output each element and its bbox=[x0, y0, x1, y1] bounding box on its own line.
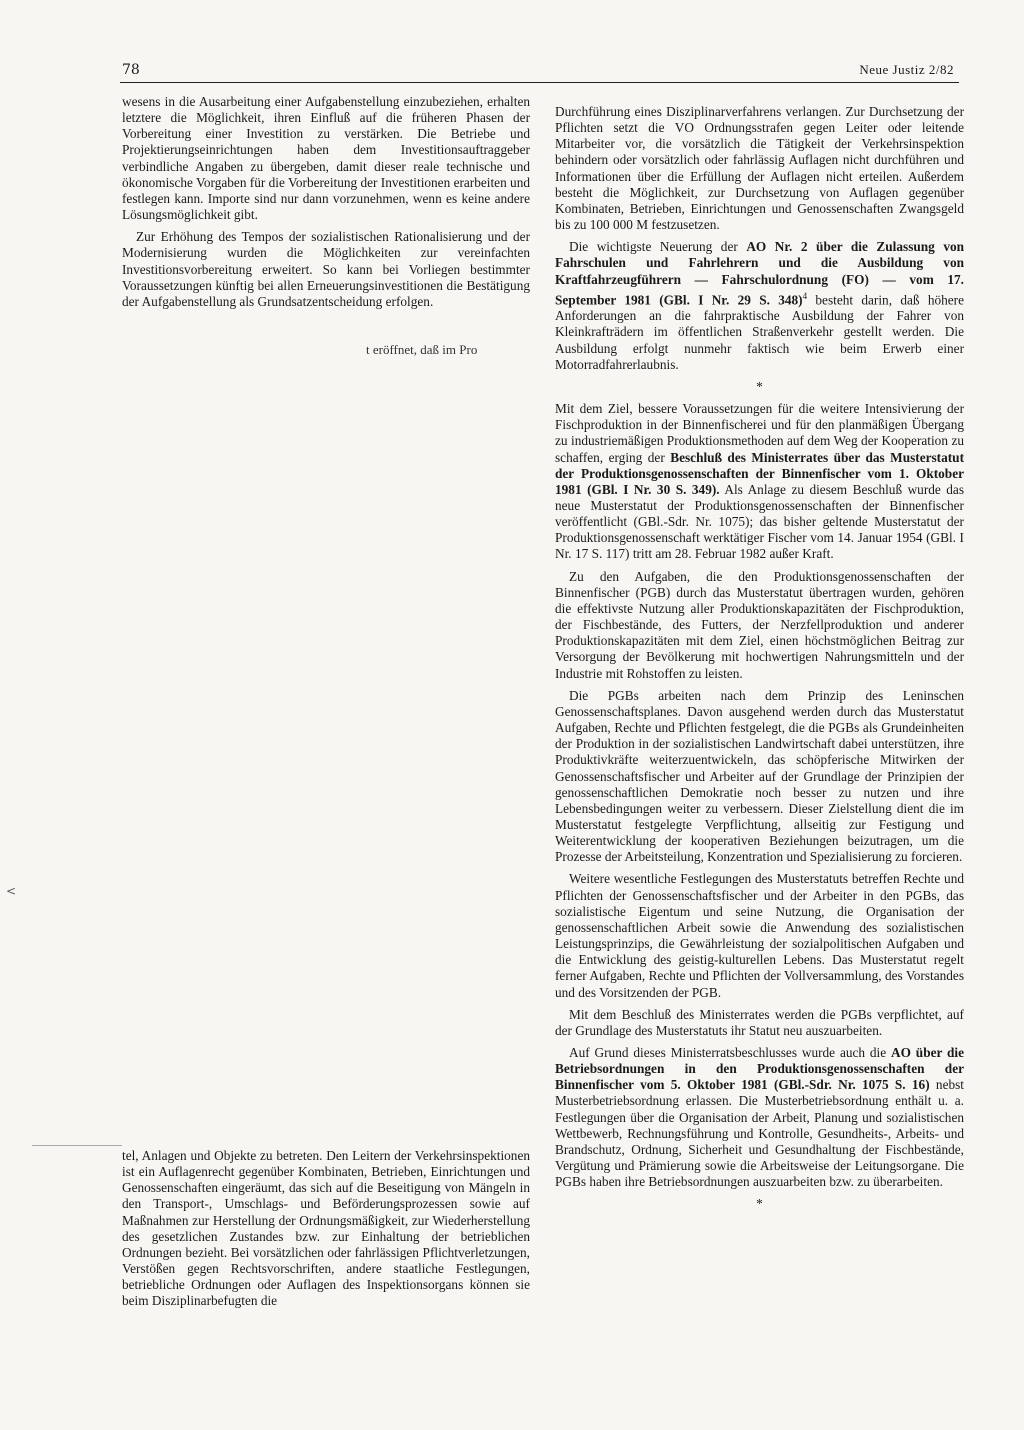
text: nebst Musterbetriebsordnung erlassen. Die Musterbetriebsordnung enthält u. a. Festlegungen über die Organisation der Arbeit, Planung und sozialistischen Wettbewerb, Rechnungsführung und Kontrolle, Gesundheits-, Arbeits- und Brandschutz, Ordnung, Sicherheit und Gesundhaltung der Fischbestände, Vergütung und Prämierung sowie die Arbeitsweise der Leitungsorgane. Die PGBs haben ihre Betriebsordnungen auszuarbeiten bzw. zu überarbeiten. bbox=[555, 1077, 964, 1190]
paragraph bbox=[555, 1045, 964, 1190]
text: Als Anlage zu diesem Beschluß wurde das neue Musterstatut der Produktionsgenossenschaften der Binnenfischer veröffentlicht (GBl.-Sdr. Nr. 1075); das bisher geltende Musterstatut der Produktionsgenossenschaft werktätiger Fischer vom 14. Januar 1954 (GBl. I Nr. 17 S. 117) tritt am 28. Februar 1982 außer Kraft. bbox=[555, 481, 964, 562]
paragraph: tel, Anlagen und Objekte zu betreten. Den Leitern der Verkehrsinspektionen ist ein Auflagenrecht gegenüber Kombinaten, Betrieben, Einrichtungen und Genossenschaften eingeräumt, das sich auf die Beseitigung von Mängeln in den Transport-, Umschlags- und Beförderungsprozessen sowie auf Maßnahmen zur Herstellung der Ordnungsmäßigkeit, zur Wiederherstellung des gesetzlichen Zustandes bzw. zur Einhaltung der betrieblichen Ordnungen bezieht. Bei vorsätzlichen oder fahrlässigen Pflichtverletzungen, Verstößen gegen Rechtsvorschriften, andere staatliche Festlegungen, betriebliche Ordnungen oder Auflagen des Inspektionsorgans können sie beim Disziplinarbefugten die bbox=[122, 1148, 530, 1309]
paragraph: Zu den Aufgaben, die den Produktionsgenossenschaften der Binnenfischer (PGB) durch das Musterstatut übertragen wurden, gehören die effektivste Nutzung aller Produktionskapazitäten der Fischproduktion, der Fischbestände, des Futters, der Nerzfellproduktion und anderer Produktionskapazitäten mit dem Ziel, einen höchstmöglichen Beitrag zur Versorgung der Bevölkerung mit hochwertigen Nahrungsmitteln und der Industrie mit Rohstoffen zu leisten. bbox=[555, 568, 964, 681]
text: Mit dem Ziel, bessere Voraussetzungen für die weitere Intensivierung der Fischproduktion in der Binnenfischerei und für den planmäßigen Übergang zu industriemäßigen Produktionsmethoden auf dem Weg der Kooperation zu schaffen, erging der bbox=[555, 401, 964, 465]
header-rule bbox=[120, 82, 959, 83]
left-column-top bbox=[122, 94, 530, 316]
paragraph: wesens in die Ausarbeitung einer Aufgabenstellung einzubeziehen, erhalten letztere die Möglichkeit, ihren Einfluß auf die früheren Phasen der Vorbereitung einer Investition zu verstärken. Die Betriebe und Projektierungseinrichtungen haben dem Investitionsauftraggeber verbindliche Angaben zu übergeben, damit dieser reale technische und ökonomische Vorgaben für die Vorbereitung der Investitionen erarbeiten und festlegen kann. Importe sind nur dann vorzunehmen, wenn es keine andere Lösungsmöglichkeit gibt. bbox=[122, 94, 530, 223]
text: Auf Grund dieses Ministerratsbeschlusses wurde auch die bbox=[569, 1045, 891, 1061]
legal-reference: Beschluß des Ministerrates über das Musterstatut der Produktionsgenossenschaften der Binnenfischer vom 1. Oktober 1981 (GBl. I Nr. 30 S. 349). bbox=[555, 449, 964, 497]
section-separator: * bbox=[756, 1196, 763, 1212]
right-column bbox=[555, 104, 964, 1219]
paragraph: Die PGBs arbeiten nach dem Prinzip des Leninschen Genossenschaftsplanes. Davon ausgehend werden durch das Musterstatut Aufgaben, Rechte und Pflichten festgelegt, die die PGBs als Grundeinheiten der Produktion in der sozialistischen Landwirtschaft dabei unterstützen, ihre Produktivkräfte weiterzuentwickeln, das schöpferische Mitwirken der Genossenschaftsfischer und Arbeiter auf der Grundlage der Prinzipien der genossenschaftlichen Demokratie noch besser zu nutzen und ihre Lebensbedingungen weiter zu verbessern. Dieser Zielstellung dient die im Musterstatut festgelegte Verpflichtung, allseitig zur Festigung und Weiterentwicklung der kooperativen Beziehungen beizutragen, um die Prozesse der Arbeitsteilung, Konzentration und Spezialisierung zu forcieren. bbox=[555, 687, 964, 865]
paragraph: Durchführung eines Disziplinarverfahrens verlangen. Zur Durchsetzung der Pflichten setzt die VO Ordnungsstrafen gegen Leiter oder leitende Mitarbeiter vor, die vorsätzlich die Tätigkeit der Verkehrsinspektion behindern oder vorsätzlich oder fahrlässig Auflagen nicht durchführen und Informationen über die Erfüllung der Auflagen nicht erteilen. Außerdem besteht die Möglichkeit, zur Durchsetzung von Auflagen gegenüber Kombinaten, Betrieben, Einrichtungen und Genossenschaften Zwangsgeld bis zu 100 000 M festzusetzen. bbox=[555, 104, 964, 233]
page-number: 78 bbox=[122, 62, 140, 78]
text: besteht darin, daß höhere Anforderungen an die fahrpraktische Ausbildung der Fahrer von Kleinkrafträdern im öffentlichen Straßenverkehr gestellt werden. Die Ausbildung erfolgt nunmehr faktisch wie beim Erwerb einer Motorradfahrerlaubnis. bbox=[555, 292, 965, 372]
legal-reference: AO über die Betriebsordnungen in den Produktionsgenossenschaften der Binnenfischer vom 5. Oktober 1981 (GBl.-Sdr. Nr. 1075 S. 16) bbox=[555, 1045, 964, 1093]
paragraph bbox=[555, 239, 964, 373]
section-separator: * bbox=[756, 378, 763, 394]
journal-title: Neue Justiz 2/82 bbox=[859, 62, 954, 77]
cut-off-text-line: t eröffnet, daß im Pro bbox=[366, 342, 478, 357]
margin-mark: < bbox=[6, 884, 17, 898]
paragraph: Mit dem Beschluß des Ministerrates werden die PGBs verpflichtet, auf der Grundlage des Musterstatuts ihr Statut neu auszuarbeiten. bbox=[555, 1006, 964, 1038]
legal-reference: AO Nr. 2 über die Zulassung von Fahrschulen und Fahrlehrern und die Ausbildung von Kraftfahrzeugführern — Fahrschulordnung (FO) — vom 17. September 1981 (GBl. I Nr. 29 S. 348) bbox=[555, 239, 965, 308]
left-column-bottom bbox=[122, 1148, 530, 1316]
margin-line bbox=[32, 1145, 122, 1146]
text: Die wichtigste Neuerung der bbox=[569, 239, 747, 255]
paragraph bbox=[555, 401, 964, 563]
paragraph: Zur Erhöhung des Tempos der sozialistischen Rationalisierung und der Modernisierung wurden die Möglichkeiten zur vereinfachten Investitionsvorbereitung erweitert. So kann bei Vorliegen bestimmter Voraussetzungen künftig bei allen Erneuerungsinvestitionen die Bestätigung der Aufgabenstellung als Grundsatzentscheidung erfolgen. bbox=[122, 229, 530, 309]
footnote-marker: 4 bbox=[802, 290, 808, 301]
paragraph: Weitere wesentliche Festlegungen des Musterstatuts betreffen Rechte und Pflichten der Genossenschaftsfischer und der Arbeiter in den PGBs, das sozialistische Eigentum und seine Nutzung, die Organisation der genossenschaftlichen Arbeit sowie die Anwendung des sozialistischen Leistungsprinzips, die Gewährleistung der sozialpolitischen Aufgaben und die Entwicklung des geistig-kulturellen Lebens. Das Musterstatut regelt ferner Aufgaben, Rechte und Pflichten der Vollversammlung, des Vorstandes und des Vorsitzenden der PGB. bbox=[555, 871, 964, 1000]
